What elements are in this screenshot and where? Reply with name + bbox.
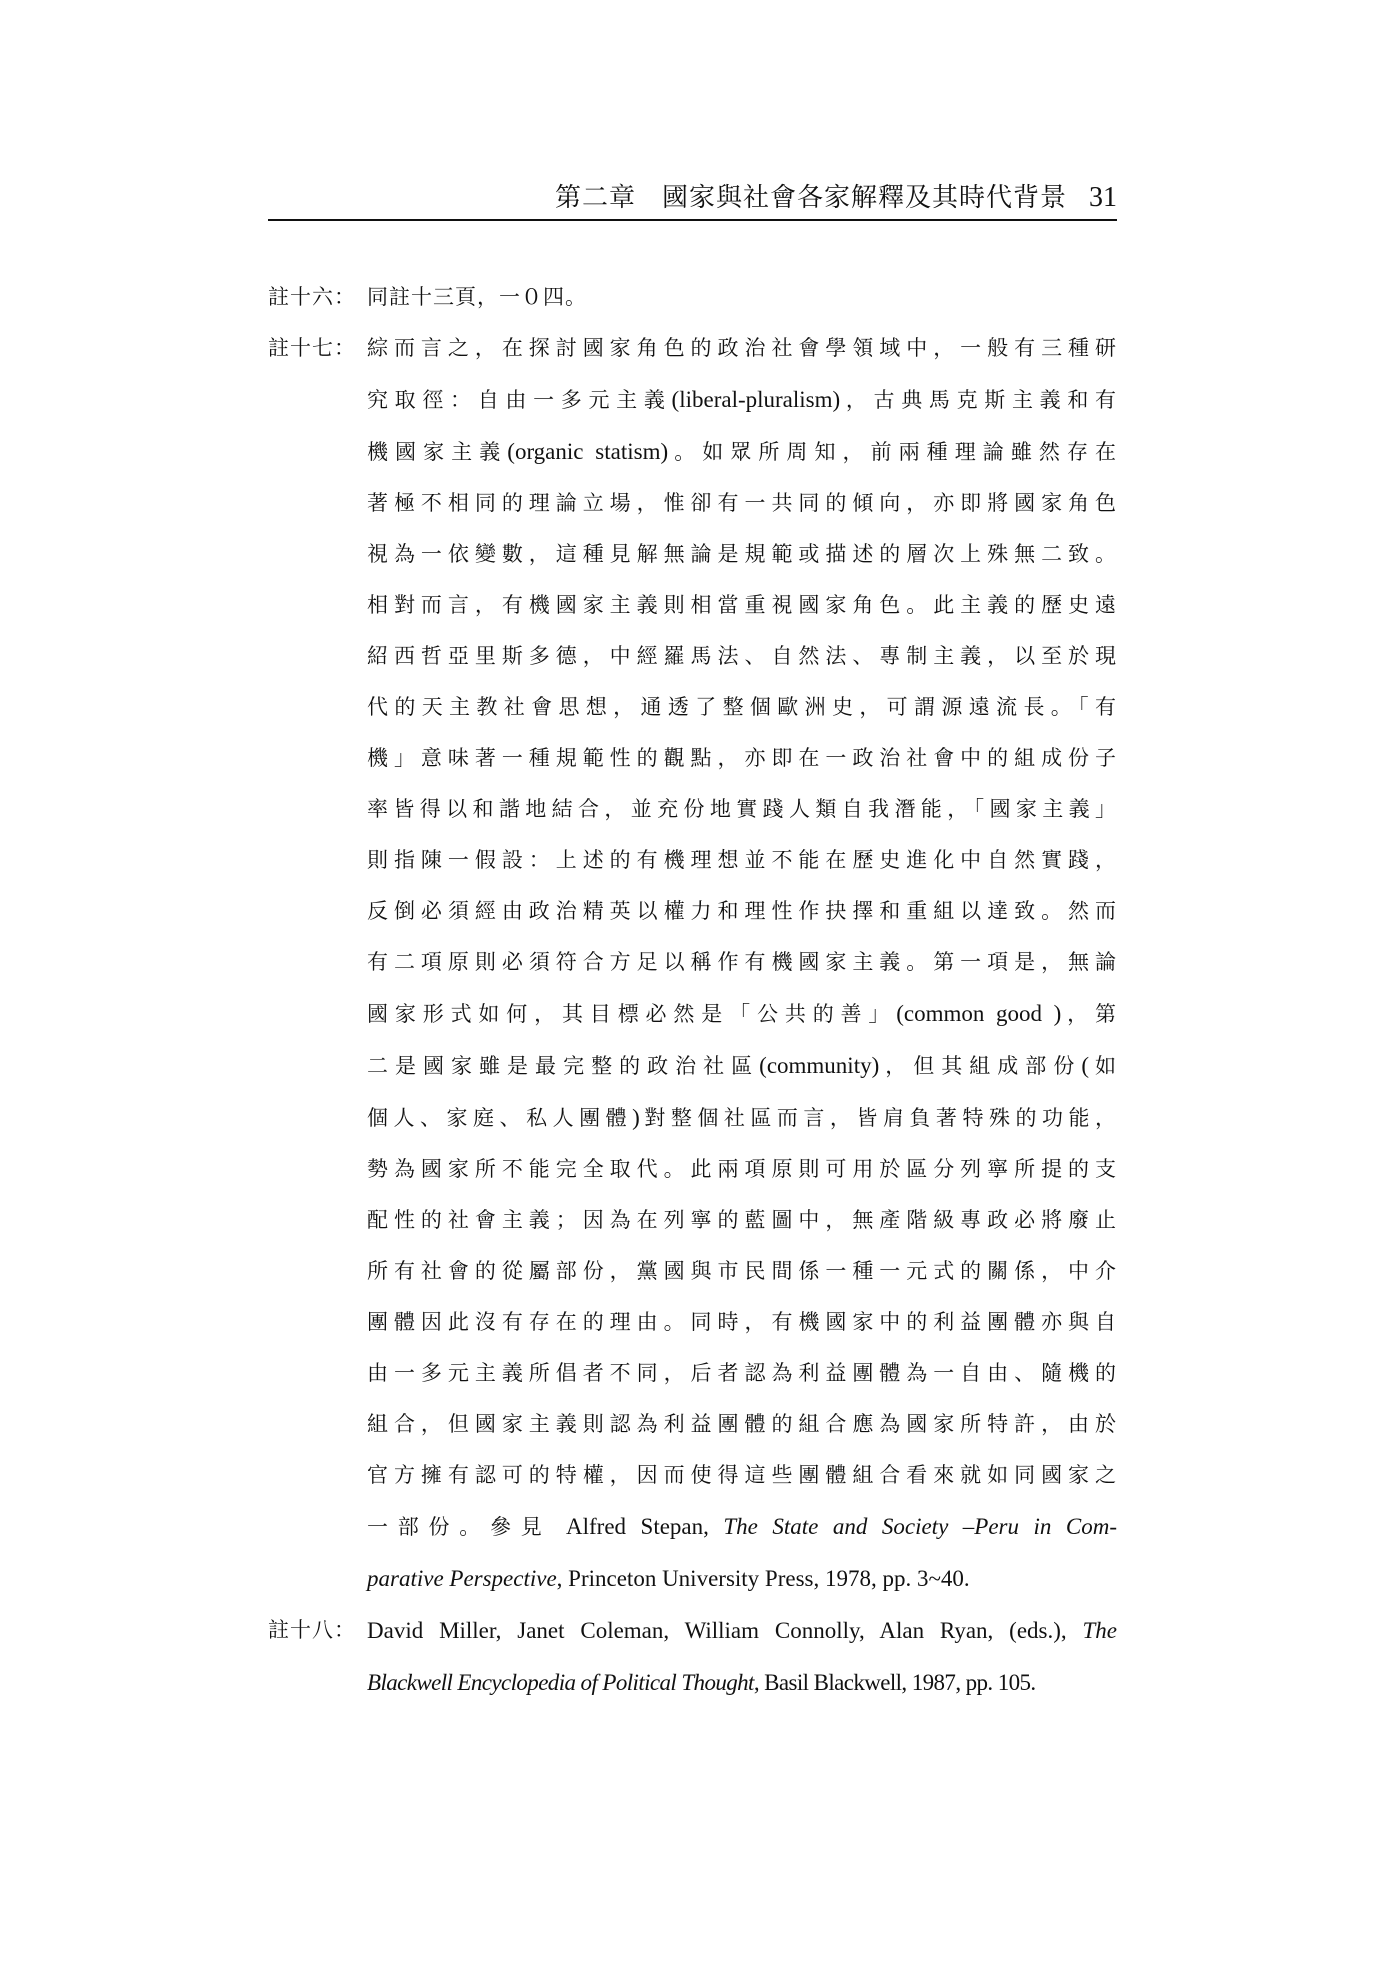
footnotes xyxy=(268,272,1117,1709)
footnote-line: 究取徑：自由一多元主義(liberal-pluralism)，古典馬克斯主義和有 xyxy=(367,387,1118,412)
footnote-line: 官方擁有認可的特權，因而使得這些團體組合看來就如同國家之 xyxy=(367,1463,1117,1487)
footnote-line: 紹西哲亞里斯多德，中經羅馬法、自然法、專制主義，以至於現 xyxy=(367,644,1117,668)
footnote-16 xyxy=(268,272,1117,323)
citation-title: The State and Society –Peru in Com- xyxy=(723,1514,1117,1539)
footnote-line: 率皆得以和諧地結合，並充份地實踐人類自我潛能，「國家主義」 xyxy=(367,797,1117,821)
footnote-line: David Miller, Janet Coleman, William Connolly, Alan Ryan, (eds.), The xyxy=(367,1618,1117,1643)
header-rule xyxy=(268,219,1117,221)
footnote-line: 國家形式如何，其目標必然是「公共的善」(common good )，第 xyxy=(367,1001,1118,1026)
footnote-label: 註十六： xyxy=(268,285,356,309)
footnote-line: 團體因此沒有存在的理由。同時，有機國家中的利益團體亦與自 xyxy=(367,1310,1117,1334)
footnote-line: 個人、家庭、私人團體)對整個社區而言，皆肩負著特殊的功能， xyxy=(367,1105,1118,1130)
footnote-line: 有二項原則必須符合方足以稱作有機國家主義。第一項是，無論 xyxy=(367,950,1117,974)
footnote-line: 反倒必須經由政治精英以權力和理性作抉擇和重組以達致。然而 xyxy=(367,899,1117,923)
footnote-line: 所有社會的從屬部份，黨國與市民間係一種一元式的關係，中介 xyxy=(367,1259,1117,1283)
footnote-17 xyxy=(268,323,1117,1605)
running-header xyxy=(268,178,1117,218)
page-number: 31 xyxy=(1089,182,1117,213)
footnote-line: 綜而言之，在探討國家角色的政治社會學領域中，一般有三種研 xyxy=(367,336,1117,360)
footnote-line: 著極不相同的理論立場，惟卻有一共同的傾向，亦即將國家角色 xyxy=(367,491,1117,515)
footnote-18 xyxy=(268,1605,1117,1709)
footnote-line: 視為一依變數，這種見解無論是規範或描述的層次上殊無二致。 xyxy=(367,542,1117,566)
footnote-text xyxy=(367,272,1117,323)
footnote-line: parative Perspective, Princeton University Press, 1978, pp. 3~40. xyxy=(367,1566,970,1591)
footnote-text xyxy=(367,323,1117,1605)
footnote-line: 則指陳一假設：上述的有機理想並不能在歷史進化中自然實踐， xyxy=(367,848,1117,872)
footnote-text xyxy=(367,1605,1117,1709)
footnote-line: 勢為國家所不能完全取代。此兩項原則可用於區分列寧所提的支 xyxy=(367,1157,1117,1181)
footnote-line: Blackwell Encyclopedia of Political Thought, Basil Blackwell, 1987, pp. 105. xyxy=(367,1670,1036,1695)
footnote-line: 代的天主教社會思想，通透了整個歐洲史，可謂源遠流長。「有 xyxy=(367,695,1117,719)
citation-title: parative Perspective xyxy=(367,1566,557,1591)
footnote-label: 註十八： xyxy=(268,1618,356,1642)
citation-title: The xyxy=(1082,1618,1117,1643)
footnote-line: 配性的社會主義；因為在列寧的藍圖中，無產階級專政必將廢止 xyxy=(367,1208,1117,1232)
footnote-line: 二是國家雖是最完整的政治社區(community)，但其組成部份(如 xyxy=(367,1053,1118,1078)
footnote-label: 註十七： xyxy=(268,336,356,360)
footnote-line: 由一多元主義所倡者不同，后者認為利益團體為一自由、隨機的 xyxy=(367,1361,1117,1385)
footnote-line: 組合，但國家主義則認為利益團體的組合應為國家所特許，由於 xyxy=(367,1412,1117,1436)
footnote-line: 機」意味著一種規範性的觀點，亦即在一政治社會中的組成份子 xyxy=(367,746,1117,770)
chapter-title: 國家與社會各家解釋及其時代背景 xyxy=(661,183,1067,213)
chapter-number: 第二章 xyxy=(554,183,636,213)
footnote-line: 相對而言，有機國家主義則相當重視國家角色。此主義的歷史遠 xyxy=(367,593,1117,617)
footnote-line: 機國家主義(organic statism)。如眾所周知，前兩種理論雖然存在 xyxy=(367,439,1118,464)
citation-title: Blackwell Encyclopedia of Political Thought xyxy=(367,1670,754,1695)
footnote-line: 一部份。參見 Alfred Stepan, The State and Society –Peru in Com- xyxy=(367,1514,1117,1539)
footnote-line: 同註十三頁，一０四。 xyxy=(367,285,587,309)
